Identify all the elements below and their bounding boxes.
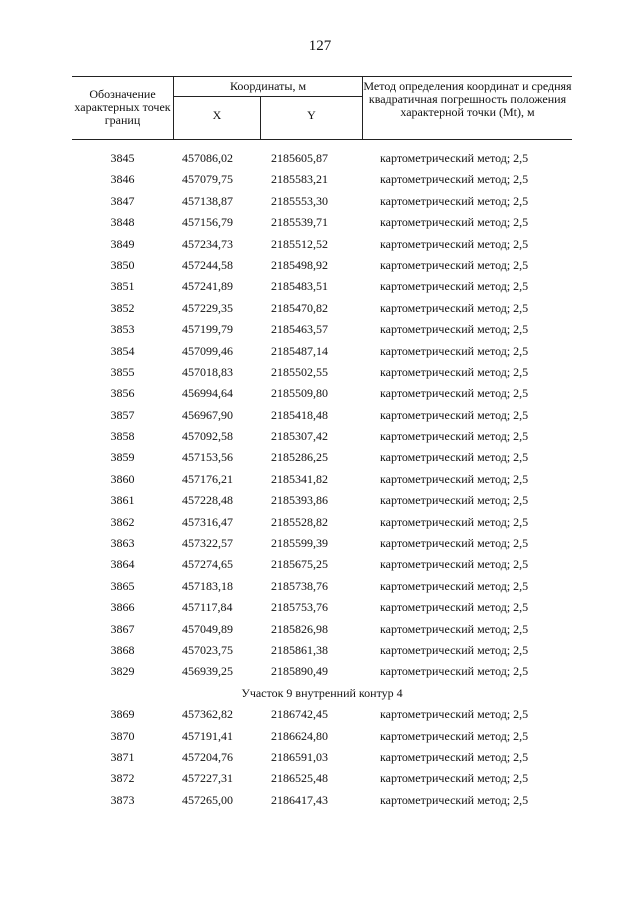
method-cell: картометрический метод; 2,5 — [380, 600, 529, 615]
page-number: 127 — [308, 38, 332, 54]
x-cell: 457079,75 — [182, 172, 233, 187]
method-cell: картометрический метод; 2,5 — [380, 172, 529, 187]
y-cell: 2185890,49 — [271, 664, 328, 679]
table-row — [72, 405, 572, 426]
table-row — [72, 747, 572, 768]
y-cell: 2185675,25 — [271, 557, 328, 572]
table-row — [72, 169, 572, 190]
x-cell: 457156,79 — [182, 215, 233, 230]
x-cell: 457229,35 — [182, 300, 233, 315]
table-row — [72, 790, 572, 811]
point-cell: 3847 — [110, 193, 135, 208]
point-cell: 3866 — [110, 600, 135, 615]
method-cell: картометрический метод; 2,5 — [380, 771, 529, 786]
x-cell: 457138,87 — [182, 193, 233, 208]
y-cell: 2185502,55 — [271, 364, 328, 379]
x-cell: 457244,58 — [182, 257, 233, 272]
method-cell: картометрический метод; 2,5 — [380, 151, 529, 165]
table-row — [72, 148, 572, 169]
point-cell: 3868 — [110, 642, 135, 657]
y-cell: 2185418,48 — [271, 407, 328, 422]
x-cell: 457204,76 — [182, 749, 233, 764]
method-cell: картометрический метод; 2,5 — [380, 578, 529, 593]
point-cell: 3864 — [110, 557, 135, 572]
x-cell: 457265,00 — [182, 792, 233, 807]
y-cell: 2185753,76 — [271, 600, 328, 615]
point-cell: 3854 — [110, 343, 135, 358]
header-method: Метод определения координат и средняя квадратичная погрешность положения характерной точки (Mt), м — [363, 79, 572, 119]
y-cell: 2185583,21 — [271, 172, 328, 187]
y-cell: 2185528,82 — [271, 514, 328, 529]
y-cell: 2185509,80 — [271, 386, 328, 401]
point-cell: 3870 — [110, 728, 135, 743]
table-row — [72, 447, 572, 468]
y-cell: 2185483,51 — [271, 279, 328, 294]
method-cell: картометрический метод; 2,5 — [380, 664, 529, 679]
y-cell: 2185605,87 — [271, 151, 328, 165]
x-cell: 456939,25 — [182, 664, 233, 679]
table-row — [72, 426, 572, 447]
point-cell: 3871 — [110, 749, 135, 764]
table-row — [72, 191, 572, 212]
method-cell: картометрический метод; 2,5 — [380, 279, 529, 294]
x-cell: 457117,84 — [182, 600, 233, 615]
y-cell: 2185463,57 — [271, 322, 328, 337]
method-cell: картометрический метод; 2,5 — [380, 707, 529, 722]
x-cell: 457227,31 — [182, 771, 233, 786]
table-row — [72, 704, 572, 725]
y-cell: 2185826,98 — [271, 621, 328, 636]
method-cell: картометрический метод; 2,5 — [380, 450, 529, 465]
y-cell: 2185286,25 — [271, 450, 328, 465]
table-row — [72, 554, 572, 575]
x-cell: 457183,18 — [182, 578, 233, 593]
point-cell: 3861 — [110, 493, 135, 508]
table-row — [72, 726, 572, 747]
point-cell: 3873 — [110, 792, 135, 807]
point-cell: 3851 — [110, 279, 135, 294]
y-cell: 2186624,80 — [271, 728, 328, 743]
point-cell: 3869 — [110, 707, 135, 722]
point-cell: 3853 — [110, 322, 135, 337]
point-cell: 3845 — [110, 151, 135, 165]
point-cell: 3860 — [110, 471, 135, 486]
y-cell: 2185487,14 — [271, 343, 328, 358]
table-row — [72, 619, 572, 640]
table-row — [72, 490, 572, 511]
point-cell: 3859 — [110, 450, 135, 465]
x-cell: 457018,83 — [182, 364, 233, 379]
point-cell: 3867 — [110, 621, 135, 636]
table-row — [72, 469, 572, 490]
header-x: X — [212, 108, 222, 122]
table-row — [72, 255, 572, 276]
method-cell: картометрический метод; 2,5 — [380, 536, 529, 551]
method-cell: картометрический метод; 2,5 — [380, 728, 529, 743]
table-row — [72, 597, 572, 618]
table-header — [72, 76, 572, 140]
x-cell: 457099,46 — [182, 343, 233, 358]
table-row — [72, 319, 572, 340]
header-designation: Обозначение характерных точек границ — [74, 87, 171, 127]
section-title: Участок 9 внутренний контур 4 — [241, 685, 403, 700]
table-row — [72, 362, 572, 383]
point-cell: 3857 — [110, 407, 135, 422]
point-cell: 3848 — [110, 215, 135, 230]
point-cell: 3850 — [110, 257, 135, 272]
table-row — [72, 661, 572, 682]
x-cell: 457274,65 — [182, 557, 233, 572]
method-cell: картометрический метод; 2,5 — [380, 621, 529, 636]
table-row — [72, 234, 572, 255]
point-cell: 3852 — [110, 300, 135, 315]
table-row — [72, 533, 572, 554]
point-cell: 3858 — [110, 429, 135, 444]
x-cell: 456994,64 — [182, 386, 233, 401]
x-cell: 457228,48 — [182, 493, 233, 508]
y-cell: 2185470,82 — [271, 300, 328, 315]
method-cell: картометрический метод; 2,5 — [380, 471, 529, 486]
method-cell: картометрический метод; 2,5 — [380, 493, 529, 508]
method-cell: картометрический метод; 2,5 — [380, 364, 529, 379]
method-cell: картометрический метод; 2,5 — [380, 514, 529, 529]
y-cell: 2185738,76 — [271, 578, 328, 593]
point-cell: 3865 — [110, 578, 135, 593]
point-cell: 3855 — [110, 364, 135, 379]
x-cell: 457023,75 — [182, 642, 233, 657]
x-cell: 457362,82 — [182, 707, 233, 722]
method-cell: картометрический метод; 2,5 — [380, 236, 529, 251]
method-cell: картометрический метод; 2,5 — [380, 322, 529, 337]
table-row — [72, 276, 572, 297]
table-row — [72, 768, 572, 789]
x-cell: 457191,41 — [182, 728, 233, 743]
x-cell: 457316,47 — [182, 514, 233, 529]
method-cell: картометрический метод; 2,5 — [380, 386, 529, 401]
point-cell: 3856 — [110, 386, 135, 401]
table-row — [72, 640, 572, 661]
x-cell: 457153,56 — [182, 450, 233, 465]
x-cell: 457049,89 — [182, 621, 233, 636]
x-cell: 457322,57 — [182, 536, 233, 551]
table-body — [72, 148, 572, 811]
method-cell: картометрический метод; 2,5 — [380, 429, 529, 444]
y-cell: 2185599,39 — [271, 536, 328, 551]
y-cell: 2185498,92 — [271, 257, 328, 272]
method-cell: картометрический метод; 2,5 — [380, 407, 529, 422]
point-cell: 3846 — [110, 172, 135, 187]
point-cell: 3849 — [110, 236, 135, 251]
y-cell: 2185553,30 — [271, 193, 328, 208]
header-y: Y — [307, 108, 316, 122]
header-coordinates: Координаты, м — [174, 80, 362, 97]
y-cell: 2185341,82 — [271, 471, 328, 486]
method-cell: картометрический метод; 2,5 — [380, 642, 529, 657]
point-cell: 3829 — [110, 664, 135, 679]
coordinates-table — [72, 76, 572, 811]
y-cell: 2185539,71 — [271, 215, 328, 230]
y-cell: 2186417,43 — [271, 792, 328, 807]
y-cell: 2185307,42 — [271, 429, 328, 444]
x-cell: 457092,58 — [182, 429, 233, 444]
y-cell: 2186742,45 — [271, 707, 328, 722]
x-cell: 457241,89 — [182, 279, 233, 294]
y-cell: 2186591,03 — [271, 749, 328, 764]
table-row — [72, 298, 572, 319]
x-cell: 457199,79 — [182, 322, 233, 337]
table-row — [72, 212, 572, 233]
x-cell: 457234,73 — [182, 236, 233, 251]
y-cell: 2185861,38 — [271, 642, 328, 657]
y-cell: 2185393,86 — [271, 493, 328, 508]
method-cell: картометрический метод; 2,5 — [380, 557, 529, 572]
y-cell: 2186525,48 — [271, 771, 328, 786]
point-cell: 3872 — [110, 771, 135, 786]
method-cell: картометрический метод; 2,5 — [380, 300, 529, 315]
table-row — [72, 341, 572, 362]
method-cell: картометрический метод; 2,5 — [380, 792, 529, 807]
x-cell: 457086,02 — [182, 151, 233, 165]
point-cell: 3862 — [110, 514, 135, 529]
method-cell: картометрический метод; 2,5 — [380, 257, 529, 272]
table-row — [72, 576, 572, 597]
method-cell: картометрический метод; 2,5 — [380, 215, 529, 230]
method-cell: картометрический метод; 2,5 — [380, 343, 529, 358]
method-cell: картометрический метод; 2,5 — [380, 749, 529, 764]
y-cell: 2185512,52 — [271, 236, 328, 251]
x-cell: 457176,21 — [182, 471, 233, 486]
table-row — [72, 383, 572, 404]
point-cell: 3863 — [110, 536, 135, 551]
method-cell: картометрический метод; 2,5 — [380, 193, 529, 208]
table-row — [72, 512, 572, 533]
x-cell: 456967,90 — [182, 407, 233, 422]
